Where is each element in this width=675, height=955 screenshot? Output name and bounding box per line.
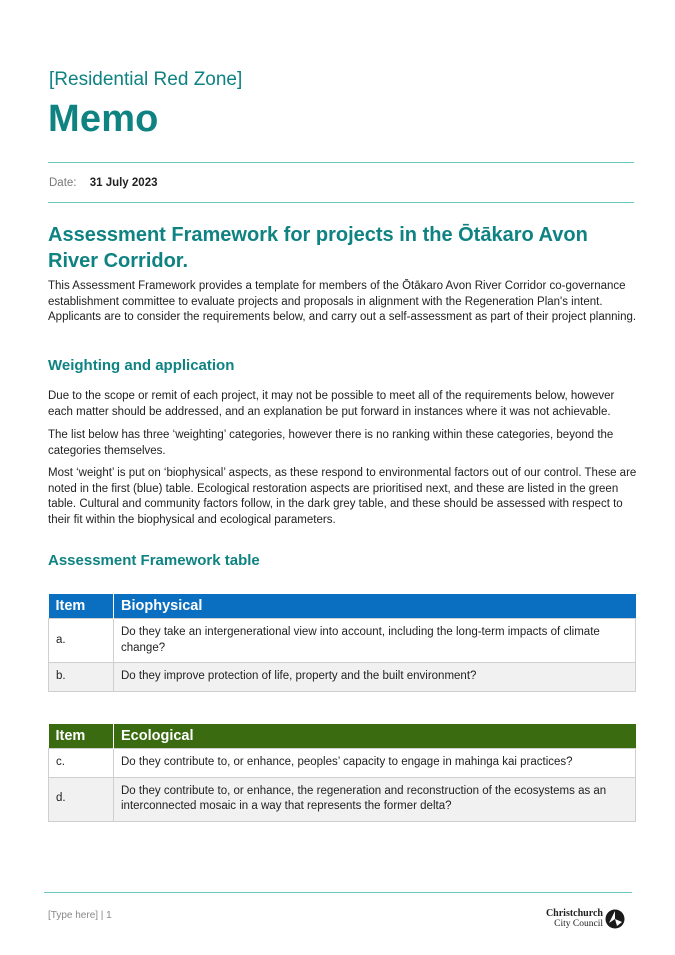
column-header-ecological: Ecological [114, 724, 636, 749]
biophysical-table [48, 594, 636, 692]
row-text: Do they improve protection of life, property and the built environment? [114, 663, 636, 692]
footer-page-info: [Type here] | 1 [48, 910, 112, 921]
column-header-biophysical: Biophysical [114, 594, 636, 619]
header-divider-bottom [48, 202, 634, 203]
weighting-paragraph-2: The list below has three ‘weighting’ categories, however there is no ranking within these categories, beyond the categories themselves. [48, 429, 614, 457]
table-row [49, 749, 636, 778]
column-header-item: Item [49, 724, 114, 749]
date-row [49, 177, 157, 189]
row-item-label: d. [49, 777, 114, 821]
weighting-heading: Weighting and application [48, 357, 235, 374]
ecological-table [48, 724, 636, 822]
logo-line-1: Christchurch [545, 908, 603, 919]
table-heading: Assessment Framework table [48, 552, 260, 569]
row-text: Do they contribute to, or enhance, the regeneration and reconstruction of the ecosystems as an interconnected mosaic in a way that represents the former delta? [114, 777, 636, 821]
memo-title: Memo [48, 98, 159, 140]
column-header-item: Item [49, 594, 114, 619]
row-text: Do they take an intergenerational view into account, including the long-term impacts of climate change? [114, 619, 636, 663]
header-divider-top [48, 162, 634, 163]
intro-paragraph: This Assessment Framework provides a template for members of the Ōtākaro Avon River Corridor co-governance establishment committee to evaluate projects and proposals in alignment with the Regeneration Plan's intent. Applicants are to consider the requirements below, and carry out a self-assessment as part of their project planning. [48, 280, 637, 324]
date-value: 31 July 2023 [89, 177, 158, 189]
footer-divider [44, 892, 632, 893]
weighting-paragraph-1: Due to the scope or remit of each project, it may not be possible to meet all of the requirements below, however each matter should be addressed, and an explanation be put forward in instances where it was not achievable. [48, 390, 615, 418]
memo-subtitle: [Residential Red Zone] [49, 69, 243, 90]
table-row [49, 663, 636, 692]
document-heading: Assessment Framework for projects in the Ōtākaro Avon River Corridor. [48, 224, 588, 272]
logo-text [546, 909, 603, 929]
christchurch-city-council-logo [543, 909, 625, 933]
table-row [49, 619, 636, 663]
weighting-paragraph-3: Most ‘weight’ is put on ‘biophysical’ aspects, as these respond to environmental factors out of our control. These are noted in the first (blue) table. Ecological restoration aspects are prioritised next, and these are listed in the green table. Cultural and community factors follow, in the dark grey table, and these should be assessed with respect to their fit within the biophysical and ecological parameters. [48, 467, 637, 527]
row-item-label: a. [49, 619, 114, 663]
row-text: Do they contribute to, or enhance, peoples’ capacity to engage in mahinga kai practices? [114, 749, 636, 778]
logo-line-2: City Council [554, 919, 603, 929]
ecological-table-header [49, 724, 636, 749]
row-item-label: c. [49, 749, 114, 778]
date-label: Date: [49, 177, 77, 189]
christchurch-logo-icon [605, 909, 625, 929]
table-row [49, 777, 636, 821]
row-item-label: b. [49, 663, 114, 692]
biophysical-table-header [49, 594, 636, 619]
